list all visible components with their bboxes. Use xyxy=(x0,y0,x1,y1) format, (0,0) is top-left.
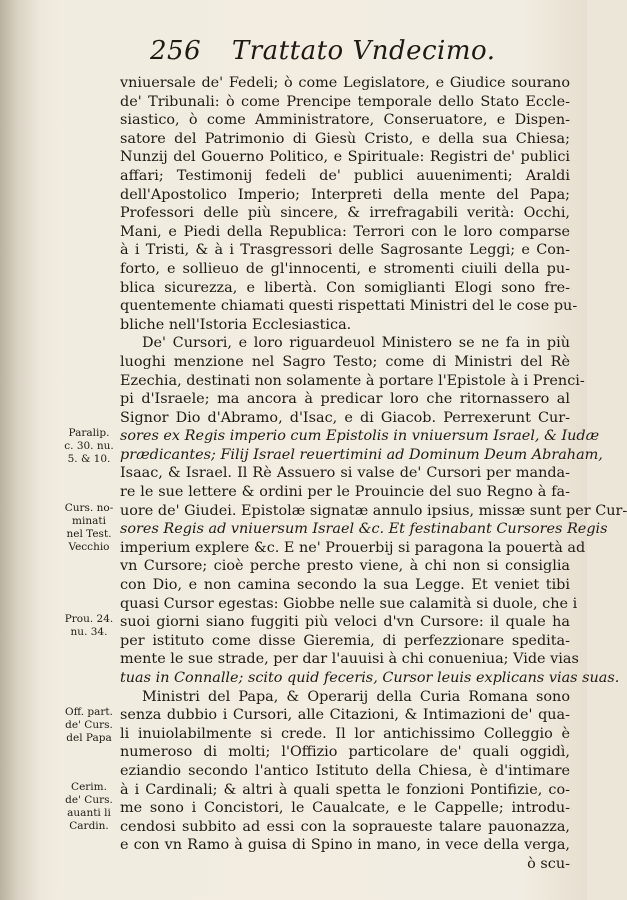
text-line: senza dubbio i Cursori, alle Citazioni, & Intimazioni de' qua- xyxy=(120,707,570,724)
margin-note-line: Cardin. xyxy=(69,819,109,832)
margin-note-line: Vecchio xyxy=(68,540,110,553)
text-line: dell'Apostolico Imperio; Interpreti della mente del Papa; xyxy=(120,186,570,203)
text-line: re le sue lettere & ordini per le Prouincie del suo Regno à fa- xyxy=(120,484,570,501)
text-line: forto, e sollieuo de gl'innocenti, e stromenti ciuili della pu- xyxy=(120,260,570,277)
margin-note-offiz xyxy=(58,706,120,745)
text-line: per istituto come disse Gieremia, di perfezzionare speditа- xyxy=(120,632,570,649)
main-text-block xyxy=(120,74,627,874)
text-line: Nunzij del Gouerno Politico, e Spirituale: Registri de' publici xyxy=(120,149,570,166)
text-line: prædicantes; Filij Israel reuertimini ad Dominum Deum Abraham, xyxy=(120,446,603,463)
text-line: ò scu- xyxy=(527,855,570,872)
text-line: e con vn Ramo à guisa di Spino in mano, in vece della verga, xyxy=(120,837,570,854)
text-line: Mani, e Piedi della Republica: Terrori con le loro comparse xyxy=(120,223,570,240)
text-line: De' Cursori, e loro riguardeuol Ministero se ne fa in più xyxy=(142,335,570,352)
margin-note-line: del Papa xyxy=(66,732,112,745)
margin-note-line: nu. 34. xyxy=(70,626,108,639)
text-line: Professori delle più sincere, & irrefragabili verità: Occhi, xyxy=(120,205,570,222)
text-line: Ezechia, destinati non solamente à portare l'Epistole à i Prenci- xyxy=(120,372,585,389)
margin-note-line: nel Test. xyxy=(66,527,112,540)
text-line: quentemente chiamati questi rispettati Ministri del le cose pu- xyxy=(120,298,578,315)
text-line: bliche nell'Istoria Ecclesiastica. xyxy=(120,316,352,333)
text-line: uore de' Giudei. Epistolæ signatæ annulo ipsius, missæ sunt per Cur- xyxy=(120,502,627,519)
margin-note-line: de' Curs. xyxy=(65,793,113,806)
text-line: à i Tristi, & à i Trasgressori delle Sagrosante Leggi; e Con- xyxy=(120,242,570,259)
margin-note-curs-nominati xyxy=(58,502,120,554)
text-line: mente le sue strade, per dar l'auuisi à chi conueniua; Vide vias xyxy=(120,651,579,668)
text-line: Isaac, & Israel. Il Rè Assuero si valse de' Cursori per manda- xyxy=(120,465,570,482)
text-line: suoi giorni siano fuggiti più veloci d'vn Cursore: il quale ha xyxy=(120,614,570,631)
margin-note-line: de' Curs. xyxy=(65,719,113,732)
text-line: cendosi subbito ad essi con la sopraueste talare pauonazza, xyxy=(120,818,570,835)
text-line: me sono i Concistori, le Caualcate, e le Cappelle; introdu- xyxy=(120,800,570,817)
text-line: vn Cursore; cioè perche presto viene, à chi non si consiglia xyxy=(120,558,570,575)
margin-note-line: minati xyxy=(72,514,106,527)
margin-note-line: auanti li xyxy=(67,806,111,819)
text-line: sores Regis ad vniuersum Israel &c. Et festinabant Cursores Regis xyxy=(120,521,608,538)
text-line: eziandio secondo l'antico Istituto della Chiesa, è d'intimare xyxy=(120,762,570,779)
text-line: Ministri del Papa, & Operarij della Curia Romana sono xyxy=(142,688,570,705)
margin-note-cerim xyxy=(58,781,120,833)
text-line: blica sicurezza, e libertà. Con somiglianti Elogi sono fre- xyxy=(120,279,570,296)
running-title: Trattato Vndecimo. xyxy=(231,36,496,66)
margin-note-line: Curs. no- xyxy=(64,501,114,514)
text-line: satore del Patrimonio di Giesù Cristo, e della sua Chiesa; xyxy=(120,130,570,147)
text-line: imperium explere &c. E ne' Prouerbij si paragona la pouertà ad xyxy=(120,539,586,556)
text-line: siastico, ò come Amministratore, Conseruatore, e Dispen- xyxy=(120,112,570,129)
text-line: luoghi menzione nel Sagro Testo; come di Ministri del Rè xyxy=(120,353,570,370)
page-number: 256 xyxy=(150,36,202,66)
text-line: tuas in Connalle; scito quid feceris, Cursor leuis explicans vias suas. xyxy=(120,670,620,686)
text-line: de' Tribunali: ò come Prencipe temporale dello Stato Eccle- xyxy=(120,93,570,110)
running-header xyxy=(150,36,570,70)
text-line: Signor Dio d'Abramo, d'Isac, e di Giacob. Perrexerunt Cur- xyxy=(120,409,570,426)
margin-note-line: Prou. 24. xyxy=(64,613,114,626)
margin-note-line: Cerim. xyxy=(71,780,107,793)
text-line: con Dio, e non camina secondo la sua Legge. Et veniet tibi xyxy=(120,577,570,594)
text-line: affari; Testimonij fedeli de' publici auuenimenti; Araldi xyxy=(120,167,570,184)
margin-note-line: Paralip. xyxy=(68,427,110,440)
page-gutter-shadow xyxy=(0,0,40,900)
text-line: sores ex Regis imperio cum Epistolis in vniuersum Israel, & Iudæ xyxy=(120,428,600,445)
text-line: quasi Cursor egestas: Giobbe nelle sue calamità si duole, che i xyxy=(120,595,578,612)
text-line: vniuersale de' Fedeli; ò come Legislatore, e Giudice sourano xyxy=(120,75,570,91)
margin-note-paralip xyxy=(58,427,120,466)
text-line: li inuiolabilmente si crede. Il lor antichissimo Colleggio è xyxy=(120,725,570,742)
margin-note-prou xyxy=(58,613,120,639)
text-line: à i Cardinali; & altri à quali spetta le fonzioni Pontifizie, co- xyxy=(120,781,570,798)
margin-note-line: c. 30. nu. xyxy=(64,440,114,453)
text-line: numeroso di molti; l'Offizio particolare de' quali oggidì, xyxy=(120,744,570,761)
margin-note-line: Off. part. xyxy=(65,706,113,719)
text-line: pi d'Israele; ma ancora à predicar loro che ritornassero al xyxy=(120,391,570,408)
margin-note-line: 5. & 10. xyxy=(67,453,111,466)
